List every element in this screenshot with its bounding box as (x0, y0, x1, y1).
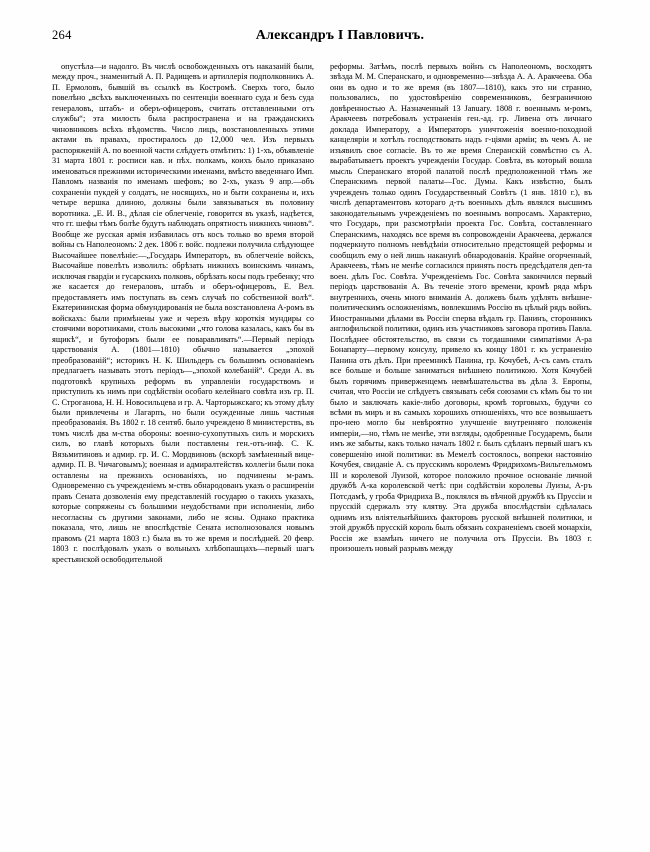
page-header (52, 28, 598, 52)
text-columns (52, 62, 598, 822)
left-column (52, 62, 314, 822)
paragraph: реформы. Затѣмъ, послѣ первыхъ войнъ съ Наполеономъ, восходятъ звѣзда М. М. Сперанскаго, и одновременно—звѣзда А. А. Аракчеева. Оба они въ одно и то же время (въ 1807—1810), какъ это ни странно, пользовались, по удостовѣренію современниковъ, безграничною довѣренностью А. Назначенный 13 January. 1808 г. военнымъ м-ромъ, Аракчеевъ потребовалъ устраненія ген.-ад. гр. Ливена отъ личнаго доклада Императору, а Императоръ уничтоженія военно-походной канцеляріи и хотѣлъ господствовать надъ г-ціями арміи; въ чемъ А. не изъявилъ свое согласіе. Въ то же время Сперанскій совмѣстно съ А. вырабатываетъ проектъ учрежденіи Государ. Совѣта, въ который вошла мысль Сперанскаго второй палатой послѣ предположенной тѣмъ же Сперанскимъ первой палаты—Гос. Думы. Какъ извѣстно, былъ учрежденъ только одинъ Государственный Совѣтъ (1 янв. 1810 г.), въ числѣ департаментовъ котораго д-тъ военныхъ дѣлъ являлся высшимъ законодательнымъ учрежденіемъ по военнымъ вопросамъ. Характерно, что Государь, при разсмотрѣніи проекта Гос. Совѣта, составленнаго Сперанскимъ, находясь все время въ сопровожденіи Аракчеева, держался подчеркнуто полномъ невѣдѣніи относительно предстоящей реформы и сообщилъ ему о ней лишь наканунѣ обнародованія. Крайне огорченный, Аракчеевъ, тѣмъ не менѣе согласился принять постъ предсѣдателя деп-та воен. дѣлъ Гос. Совѣта. Учрежденіемъ Гос. Совѣта закончился первый періодъ царствованія А. Въ теченіе этого времени, кромѣ ряда мѣръ внутреннихъ, очень много вниманія А. должевъ былъ удѣлять внѣшне-политическимъ осложненіямъ, вовлекшимъ Россію въ цѣлый рядъ войнъ. Иностранными дѣлами въ Россіи сперва вѣдалъ гр. Панинъ, сторонникъ англофильской политики, одинъ изъ участниковъ заговора противъ Павла. Послѣднее обстоятельство, въ связи съ тогдашними симпатіями А-ра Бонапарту—первому консулу, привело къ концу 1801 г. къ устраненію Панина отъ дѣлъ. При преемникѣ Панина, гр. Кочубеѣ, А-съ самъ сталъ все больше и больше заниматься внѣшнею политикою. Хотя Кочубей былъ горячимъ приверженцемъ невмѣшательства въ дѣла З. Европы, считая, что Россіи не слѣдуетъ связывать себя союзами съ кѣмъ бы то ни было и заключать какіе-либо договоры, кромѣ торговыхъ, будучи со всѣми въ миръ и въ самыхъ хорошихъ отношеніяхъ, что все возвышаетъ про-нею могло бы невѣроятно улучшеніе внутренняго положенія имперіи,—но, тѣмъ не менѣе, эти взгляды, одобренные Государемъ, были имъ же забыты, какъ только началъ 1802 г. былъ сдѣланъ первый шагъ къ совершенію иной политики: въ Мемелѣ состоялось, вопреки настоянію Кочубея, свиданіе А. съ прусскимъ королемъ Фридрихомъ-Вильгельмомъ III и королевой Луизой, которое положило прочное основаніе личной дружбѣ А-ка королевской четѣ: при содѣйствіи королевы Луизы, А-ръ Потсдамѣ, у гроба Фридриха В., поклялся въ вѣчной дружбѣ къ Пруссіи и прусскій сдержалъ эту клятву. Эта дружба впослѣдствіи сдѣлалась однимъ изъ вліятельнѣйшихъ факторовъ русской внѣшней политики, и этой дружбѣ прусскій король былъ обязанъ сохраненіемъ своей монархіи, Россія же взамѣнъ ничего не получила отъ Пруссіи. Въ 1803 г. произошелъ новый разрывъ между (330, 62, 592, 554)
paragraph: опустѣла—и надолго. Въ числѣ освобожденныхъ отъ наказаній были, между проч., знаменитый А. П. Радищевъ и артиллерія подполковникъ А. П. Ермоловъ, бывшій въ ссылкѣ въ Костромѣ. Сверхъ того, было повелѣно „всѣхъ выключенныхъ по сентенціи военнаго суда и безъ суда генераловъ, штабъ- и оберъ-офицеровъ, считать отставленными отъ службы“; эта милость была распространена и на гражданскихъ чиновниковъ всѣхъ вѣдомствъ. Число лицъ, возстановленныхъ этими актами въ правахъ, простиралось до 12,000 чел. Изъ первыхъ распоряженій А. по военной части слѣдуетъ отмѣтить: 1) 1-хъ, объявленіе 31 марта 1801 г. росписи кав. и пѣх. полкамъ, коихъ было приказано именоваться прежними историческими именами, вмѣсто введеннаго Имп. Павломъ названія по именамъ шефовъ; во 2-хъ, указъ 9 апр.—объ сохраненіи пукдей у солдатъ, не носящихъ, но и быти сохранены и, ихъ четыре вершка длиною, должны были завязываться въ половину воротника. „Е. И. В., дѣлая сіе облегченіе, говорится въ указѣ, надѣется, что гг. шефы тѣмъ болѣе будутъ наблюдать опрятность нижнихъ чиновъ“. Вообще же русская армія избавилась отъ косъ только во время второй войны съ Наполеономъ: 2 дек. 1806 г. войс. подлежи получила слѣдующее Высочайшее повелѣніе:—„Государь Императоръ, въ облегченіе войскъ, Высочайше повелѣть изволилъ: обрѣзать нижнихъ воинскимъ чинамъ, исключая гвардіи и гусарскихъ полковъ, обрѣзать косы подъ гребенку; что же касается до генераловъ, штабъ и оберъ-офицеровъ, Е. Вел. предоставляетъ имъ поступать въ семъ случаѣ по собственной волѣ“. Екатерининская форма обмундированія не была возстановлена А-ромъ въ войскахъ: были примѣнены уже и черезъ вѣру короткія мундиры со стоячими воротниками, столь высокими „что голова казалась, какъ бы въ ящикѣ“, и бутоформъ были ее поваравливать“.—Первый періодъ царствованія А. (1801—1810) обычно называется „эпохой преобразованій“; историкъ Н. К. Шильдеръ съ большимъ основаніемъ предлагаетъ называть этотъ періодъ—„эпохой колебаній“. Среди А. въ подготовкѣ крупныхъ реформъ въ управленіи государствомъ и приступилъ къ нимъ при содѣйствіи особаго келейнаго совѣта изъ гр. П. С. Строганова, Н. Н. Новосильцева и гр. А. Чарторыжскаго; къ этому дѣлу были привлечены и Лагарпъ, но были осужденные лишь частныя преобразованія. Въ 1802 г. 18 сентяб. было учреждено 8 министерствъ, въ томъ числѣ два м-ства обороны: военно-сухопутныхъ силъ и морскихъ силъ, во главѣ которыхъ были поставлены ген.-отъ-инф. С. К. Вязьмитиновъ и адмир. гр. И. С. Мордвиновъ (вскорѣ замѣненный вице-адмир. П. В. Чичаговымъ); военная и адмиралтействъ коллегіи были пока оставлены на прежнихъ основаніяхъ, но подчинены м-рамъ. Одновременно съ учрежденіемъ м-ствъ обнародованъ указъ о расширеніи правъ Сената дозволенія ему представленій государю о такихъ указахъ, которые сопряжены съ большими неудобствами при исполненіи, либо несогласны съ другими законами, либо не ясны. Однако практика показала, что, лишь не впослѣдствіе Сената исполнозовался новымъ правомъ (21 марта 1803 г.) была въ то же время и послѣдней. 20 февр. 1803 г. послѣдовалъ указъ о вольныхъ хлѣбопашцахъ—первый шагъ крестьянской освободительной (52, 62, 314, 564)
right-column (330, 62, 592, 822)
running-title: Александръ I Павловичъ. (255, 28, 425, 43)
page-number: 264 (52, 28, 72, 42)
